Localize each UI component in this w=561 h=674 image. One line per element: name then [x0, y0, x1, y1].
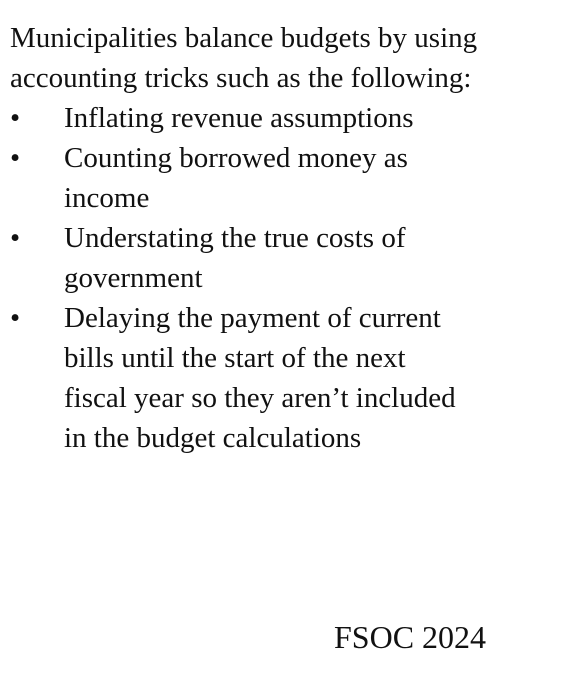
- list-item-text: Counting borrowed money as income: [64, 142, 408, 214]
- list-item-text: Delaying the payment of current bills until the start of the next fiscal year so they aren’t included in the budget calculations: [64, 302, 456, 454]
- list-item: [10, 98, 464, 138]
- list-item: [10, 298, 464, 458]
- bullet-marker: •: [10, 302, 21, 334]
- bullet-marker: •: [10, 142, 21, 174]
- list-item: [10, 218, 464, 298]
- intro-paragraph: Municipalities balance budgets by using accounting tricks such as the following:: [10, 22, 478, 94]
- bullet-marker: •: [10, 222, 21, 254]
- source-label: FSOC 2024: [334, 619, 487, 655]
- bullet-marker: •: [10, 102, 21, 134]
- bullet-list: [10, 98, 510, 458]
- list-item-text: Inflating revenue assumptions: [64, 102, 414, 134]
- list-item-text: Understating the true costs of government: [64, 222, 406, 294]
- document-body: [10, 18, 510, 458]
- list-item: [10, 138, 464, 218]
